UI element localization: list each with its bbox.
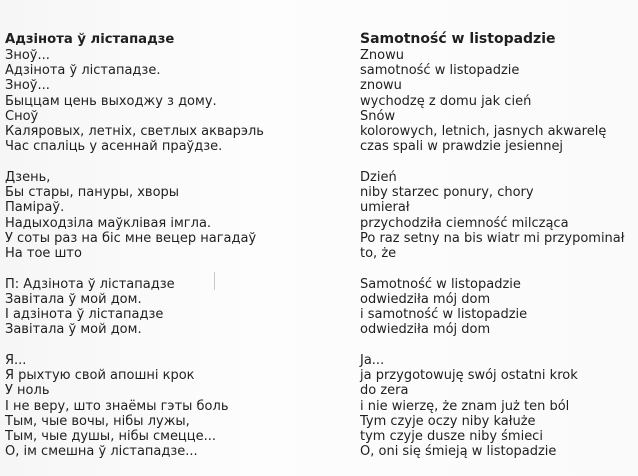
poem-line: O, oni się śmieją w listopadzie	[360, 444, 557, 460]
poem-line: Ja...	[360, 352, 385, 368]
poem-line: Сноў	[5, 108, 39, 124]
poem-line: wychodzę z domu jak cień	[360, 93, 532, 109]
polish-stanza-3	[360, 277, 635, 338]
poem-line: Po raz setny na bis wiatr mi przypominał	[360, 230, 625, 246]
poem-line: Каляровых, летніх, светлых акварэль	[5, 124, 264, 140]
poem-line: П: Адзінота ў лістападзе	[5, 276, 175, 292]
belarusian-stanza-4	[5, 353, 305, 459]
poem-line: Зноў...	[5, 48, 50, 63]
poem-line: Завітала ў мой дом.	[5, 322, 142, 338]
poem-line: czas spali w prawdzie jesiennej	[360, 139, 564, 155]
polish-stanza-2	[360, 170, 635, 261]
poem-line: Быццам цень выходжу з дому.	[5, 93, 217, 109]
poem-line: Бы стары, пануры, хворы	[5, 185, 180, 201]
poem-line: Я рыхтую свой апошні крок	[5, 368, 195, 384]
belarusian-stanza-3	[5, 277, 305, 338]
poem-line: przychodziła ciemność milcząca	[360, 215, 569, 231]
poem-line: odwiedziła mój dom	[360, 322, 491, 338]
poem-line: niby starzec ponury, chory	[360, 185, 534, 201]
poem-line: Тым, чые душы, нібы смецце...	[5, 428, 217, 444]
poem-line: Тым, чые вочы, нібы лужы,	[5, 413, 190, 429]
poem-line: Tym czyje oczy niby kałuże	[360, 413, 536, 429]
poem-line: tym czyje dusze niby śmieci	[360, 428, 543, 444]
poem-line: kolorowych, letnich, jasnych akwarelę	[360, 124, 607, 140]
poem-line: Snów	[360, 108, 396, 124]
poem-line: Час спаліць у асеннай праўдзе.	[5, 139, 223, 155]
poem-line: Znowu	[360, 48, 404, 63]
poem-line: Паміраў.	[5, 200, 65, 216]
poem-line: У ноль	[5, 383, 50, 399]
poem-line: znowu	[360, 78, 402, 94]
poem-line: Я...	[5, 352, 27, 368]
poem-line: i nie wierzę, że znam już ten ból	[360, 398, 570, 414]
poem-line: На тое што	[5, 245, 82, 261]
polish-stanza-4	[360, 353, 635, 459]
poem-line: Надыходзіла маўклівая імгла.	[5, 215, 212, 231]
belarusian-poem-title: Адзінота ў лістападзе	[5, 32, 175, 47]
poem-line: odwiedziła mój dom	[360, 291, 491, 307]
poem-line: У соты раз на біс мне вецер нагадаў	[5, 230, 257, 246]
poem-line: Дзень,	[5, 169, 51, 185]
poem-line: i samotność w listopadzie	[360, 307, 528, 323]
polish-stanza-1	[360, 48, 635, 154]
belarusian-stanza-1	[5, 48, 305, 154]
scan-speck	[214, 272, 215, 290]
belarusian-poem	[5, 31, 305, 459]
polish-poem	[360, 31, 635, 459]
poem-line: І адзінота ў лістападзе	[5, 307, 164, 323]
polish-poem-title: Samotność w listopadzie	[360, 31, 556, 47]
poem-line: to, że	[360, 245, 397, 261]
poem-line: Завітала ў мой дом.	[5, 291, 142, 307]
poem-line: Адзінота ў лістападзе.	[5, 63, 161, 79]
belarusian-stanza-2	[5, 170, 305, 261]
poem-line: umierał	[360, 200, 410, 216]
poem-line: Samotność w listopadzie	[360, 276, 521, 292]
poem-line: samotność w listopadzie	[360, 63, 520, 79]
poem-line: Dzień	[360, 169, 397, 185]
poem-line: do zera	[360, 383, 409, 399]
poem-line: І не веру, што знаёмы гэты боль	[5, 398, 229, 414]
poem-line: О, ім смешна ў лістападзе...	[5, 444, 198, 460]
poem-line: ja przygotowuję swój ostatni krok	[360, 368, 578, 384]
poem-line: Зноў...	[5, 78, 50, 94]
